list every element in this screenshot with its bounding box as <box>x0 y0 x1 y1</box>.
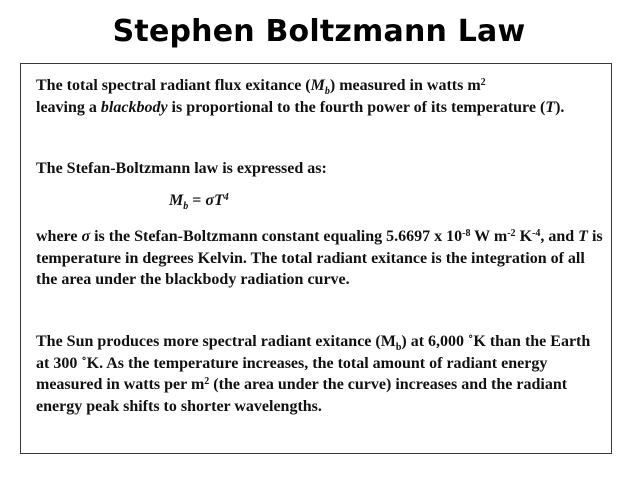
exponent: -2 <box>507 227 516 239</box>
text: is proportional to the fourth power of its temperature ( <box>167 98 546 116</box>
exponent: -8 <box>462 227 471 239</box>
eq-sigma: σ <box>205 192 214 209</box>
superscript: 2 <box>204 375 210 387</box>
paragraph-definition <box>36 75 606 118</box>
exponent: -4 <box>532 227 541 239</box>
text: W m <box>470 228 508 245</box>
symbol-M: M <box>310 77 325 94</box>
text: ) at 6,000 ˚K than the Earth at 300 ˚K. As the temperature increases, the total amount of radiant energy measured in watts per m <box>36 333 591 393</box>
text: , and <box>540 228 579 245</box>
paragraph-constant <box>36 226 606 291</box>
symbol-T: T <box>545 98 556 116</box>
content-box <box>20 63 612 454</box>
text: (the area under the curve) increases and the radiant energy peak shifts to shorter wavelengths. <box>36 376 568 415</box>
text: K <box>515 228 533 245</box>
text: ) measured in watts m <box>329 77 481 94</box>
text: is temperature in degrees Kelvin. The total radiant exitance is the integration of all the area under the blackbody radiation curve. <box>36 228 603 288</box>
paragraph-sun-earth <box>36 331 606 417</box>
subscript-b: b <box>324 85 330 97</box>
paragraph-expression-intro: The Stefan-Boltzmann law is expressed as: <box>36 160 327 177</box>
term-blackbody: blackbody <box>100 98 168 116</box>
symbol-T: T <box>578 228 588 245</box>
superscript-2: 2 <box>480 76 486 88</box>
text: The Sun produces more spectral radiant exitance (M <box>36 333 396 350</box>
eq-symbol-M: M <box>169 192 184 209</box>
eq-symbol-T: T <box>213 192 224 209</box>
text: where <box>36 228 82 245</box>
subscript: b <box>395 341 402 353</box>
eq-equals: = <box>188 192 206 209</box>
text: is the Stefan-Boltzmann constant equaling 5.6697 x 10 <box>90 228 463 245</box>
equation <box>169 190 229 212</box>
symbol-sigma: σ <box>81 228 91 245</box>
eq-subscript-b: b <box>183 200 189 212</box>
slide-title: Stephen Boltzmann Law <box>112 14 526 49</box>
text: The total spectral radiant flux exitance ( <box>36 77 311 94</box>
text: leaving a <box>36 98 101 116</box>
text: ). <box>555 98 565 116</box>
eq-exponent: 4 <box>223 191 229 203</box>
